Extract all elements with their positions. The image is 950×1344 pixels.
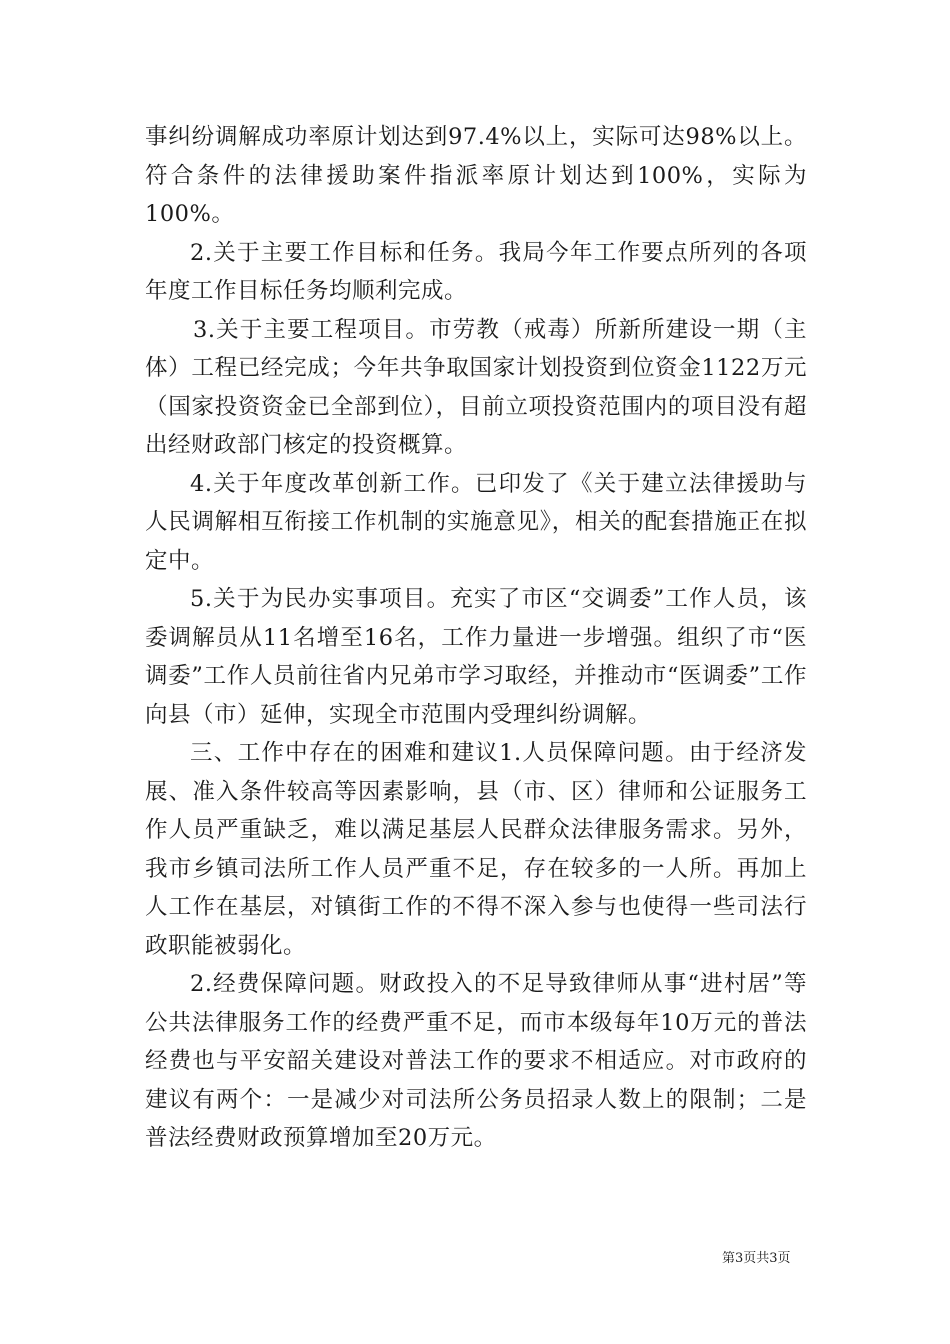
paragraph-engineering-projects: 3.关于主要工程项目。市劳教（戒毒）所新所建设一期（主体）工程已经完成；今年共争取国家计划投资到位资金1122万元（国家投资资金已全部到位），目前立项投资范围内的项目没有超出经财政部门核定的投资概算。	[145, 316, 807, 458]
paragraph-difficulties-staffing: 三、工作中存在的困难和建议1.人员保障问题。由于经济发展、准入条件较高等因素影响，县（市、区）律师和公证服务工作人员严重缺乏，难以满足基层人民群众法律服务需求。另外，我市乡镇司法所工作人员严重不足，存在较多的一人所。再加上人工作在基层，对镇街工作的不得不深入参与也使得一些司法行政职能被弱化。	[145, 740, 807, 959]
paragraph-continuation: 事纠纷调解成功率原计划达到97.4%以上，实际可达98%以上。符合条件的法律援助案件指派率原计划达到100%，实际为100%。	[145, 124, 807, 227]
page-number-footer: 第3页共3页	[722, 1251, 791, 1266]
paragraph-funding-issues: 2.经费保障问题。财政投入的不足导致律师从事“进村居”等公共法律服务工作的经费严重不足，而市本级每年10万元的普法经费也与平安韶关建设对普法工作的要求不相适应。对市政府的建议有两个：一是减少对司法所公务员招录人数上的限制；二是普法经费财政预算增加至20万元。	[145, 971, 807, 1151]
paragraph-work-goals: 2.关于主要工作目标和任务。我局今年工作要点所列的各项年度工作目标任务均顺利完成。	[145, 239, 807, 304]
paragraph-practical-projects: 5.关于为民办实事项目。充实了市区“交调委”工作人员，该委调解员从11名增至16名，工作力量进一步增强。组织了市“医调委”工作人员前往省内兄弟市学习取经，并推动市“医调委”工作向县（市）延伸，实现全市范围内受理纠纷调解。	[145, 586, 807, 728]
document-body	[145, 118, 807, 1158]
paragraph-reform-innovation: 4.关于年度改革创新工作。已印发了《关于建立法律援助与人民调解相互衔接工作机制的实施意见》，相关的配套措施正在拟定中。	[145, 470, 807, 574]
